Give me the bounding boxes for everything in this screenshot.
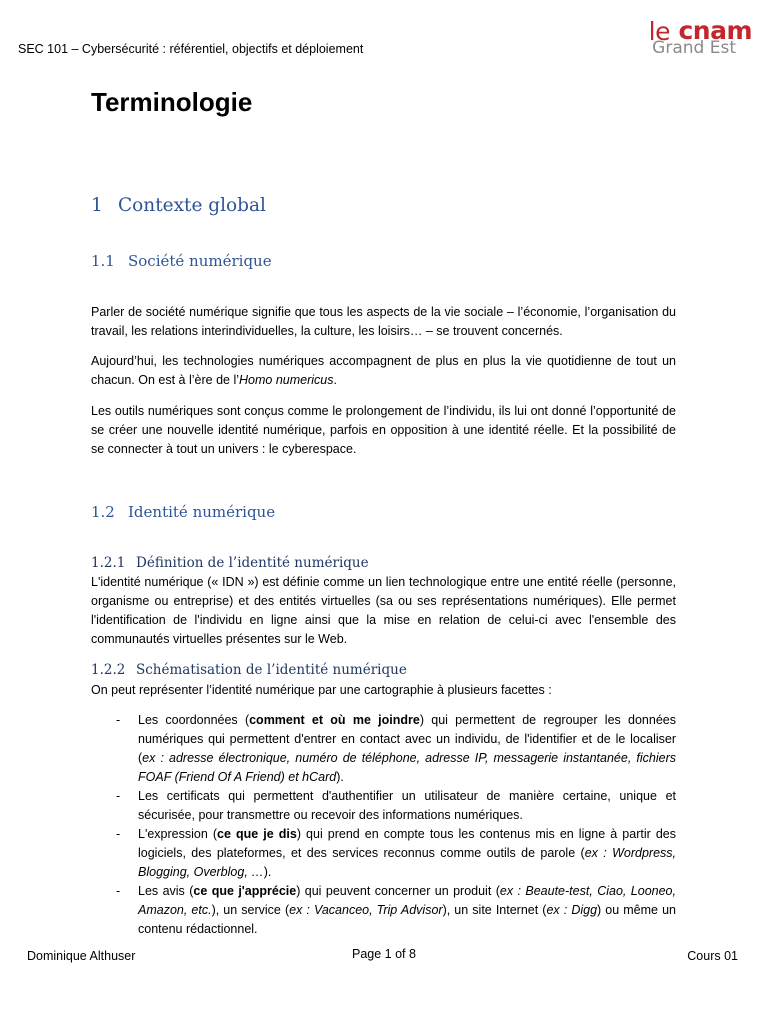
text-bold: comment et où me joindre xyxy=(249,713,420,727)
text-italic: ex : Vacanceo, Trip Advisor xyxy=(289,903,443,917)
text-run: Les avis ( xyxy=(138,884,194,898)
list-item-coordonnees xyxy=(116,711,676,787)
paragraph-definition-idn: L'identité numérique (« IDN ») est définie comme un lien technologique entre une entité réelle (personne, organisme ou entreprise) et des entités virtuelles (sa ou ses représentations numériques). Elle permet l'identification de l'individu en ligne ainsi que la mise en relation de celui-ci avec l'ensemble des communautés virtuelles présentes sur le Web. xyxy=(91,575,676,646)
heading-number: 1 xyxy=(91,195,103,216)
text-run: ) qui permettent de regrouper les données numériques qui permettent d'entrer en contact avec un individu, de l'identifier et de le localiser ( xyxy=(138,713,676,765)
text-run: Les coordonnées ( xyxy=(138,713,250,727)
text-run: Les certificats qui permettent d'authentifier un utilisateur de manière certaine, unique et sécurisée, pour transmettre ou recevoir des informations numériques. xyxy=(138,789,676,822)
heading-number: 1.2.1 xyxy=(91,555,126,571)
heading-section-1-1 xyxy=(91,252,272,270)
heading-text: Contexte global xyxy=(118,195,266,216)
text-run: ) qui prend en compte tous les contenus mis en ligne à partir des logiciels, des plateformes, et des services reconnus comme outils de parole ( xyxy=(138,827,676,860)
heading-text: Identité numérique xyxy=(128,503,276,521)
text-run: ) qui peuvent concerner un produit ( xyxy=(296,884,500,898)
paragraph-schema-intro: On peut représenter l’identité numérique par une cartographie à plusieurs facettes : xyxy=(91,683,552,697)
heading-number: 1.2 xyxy=(91,503,115,521)
list-dash: - xyxy=(116,713,121,727)
heading-section-1-2-2 xyxy=(91,662,407,678)
text-run: ), un site Internet ( xyxy=(442,903,547,917)
paragraph-societe-1: Parler de société numérique signifie que tous les aspects de la vie sociale – l’économie, l’organisation du travail, les relations interindividuelles, la culture, les loisirs… – se trouvent concernés. xyxy=(91,305,676,338)
logo-le-text: le xyxy=(648,17,670,46)
text-bold: ce que j'apprécie xyxy=(193,884,297,898)
list-dash: - xyxy=(116,827,121,841)
text-italic: ex : adresse électronique, numéro de téléphone, adresse IP, messagerie instantanée, fichiers FOAF (Friend Of A Friend) et hCard xyxy=(138,751,676,784)
heading-number: 1.2.2 xyxy=(91,662,126,678)
paragraph-societe-2 xyxy=(91,352,676,390)
footer-author: Dominique Althuser xyxy=(27,949,136,963)
heading-text: Définition de l’identité numérique xyxy=(136,555,369,571)
text-bold: ce que je dis xyxy=(217,827,297,841)
list-item-expression xyxy=(116,825,676,882)
heading-section-1 xyxy=(91,195,266,216)
heading-text: Schématisation de l’identité numérique xyxy=(136,662,407,678)
text-run: ), un service ( xyxy=(211,903,290,917)
text-run: ). xyxy=(336,770,344,784)
page-title: Terminologie xyxy=(91,87,253,117)
text-italic: ex : Wordpress, Blogging, Overblog, … xyxy=(138,846,676,879)
heading-section-1-2 xyxy=(91,503,275,521)
logo-cnam-text: cnam xyxy=(678,16,752,45)
footer-course: Cours 01 xyxy=(687,949,738,963)
text-run: . xyxy=(333,373,337,387)
footer-page-number: Page 1 of 8 xyxy=(352,947,416,961)
heading-section-1-2-1 xyxy=(91,555,369,571)
paragraph-societe-3: Les outils numériques sont conçus comme le prolongement de l’individu, ils lui ont donné l’opportunité de se créer une nouvelle identité numérique, parfois en opposition à une identité réelle. Et la possibilité de se connecter à tout un univers : le cyberespace. xyxy=(91,404,676,456)
text-run: ) ou même un contenu rédactionnel. xyxy=(138,903,676,936)
list-item-avis xyxy=(116,882,676,939)
heading-number: 1.1 xyxy=(91,252,115,270)
text-run: ). xyxy=(263,865,272,879)
text-italic: ex : Digg xyxy=(546,903,598,917)
list-dash: - xyxy=(116,884,121,898)
heading-text: Société numérique xyxy=(128,252,272,270)
header-course-title: SEC 101 – Cybersécurité : référentiel, objectifs et déploiement xyxy=(18,42,364,56)
cnam-logo xyxy=(620,17,752,59)
text-italic-homo-numericus: Homo numericus xyxy=(239,373,334,387)
list-item-certificats xyxy=(116,787,676,825)
text-italic: ex : Beaute-test, Ciao, Looneo, Amazon, etc. xyxy=(138,884,676,917)
logo-region-text: Grand Est xyxy=(652,38,736,58)
list-dash: - xyxy=(116,789,121,803)
facettes-list xyxy=(116,711,676,939)
text-run: L'expression ( xyxy=(138,827,218,841)
text-run: Aujourd’hui, les technologies numériques accompagnent de plus en plus la vie quotidienne de tout un chacun. On est à l’ère de l’ xyxy=(91,354,676,387)
